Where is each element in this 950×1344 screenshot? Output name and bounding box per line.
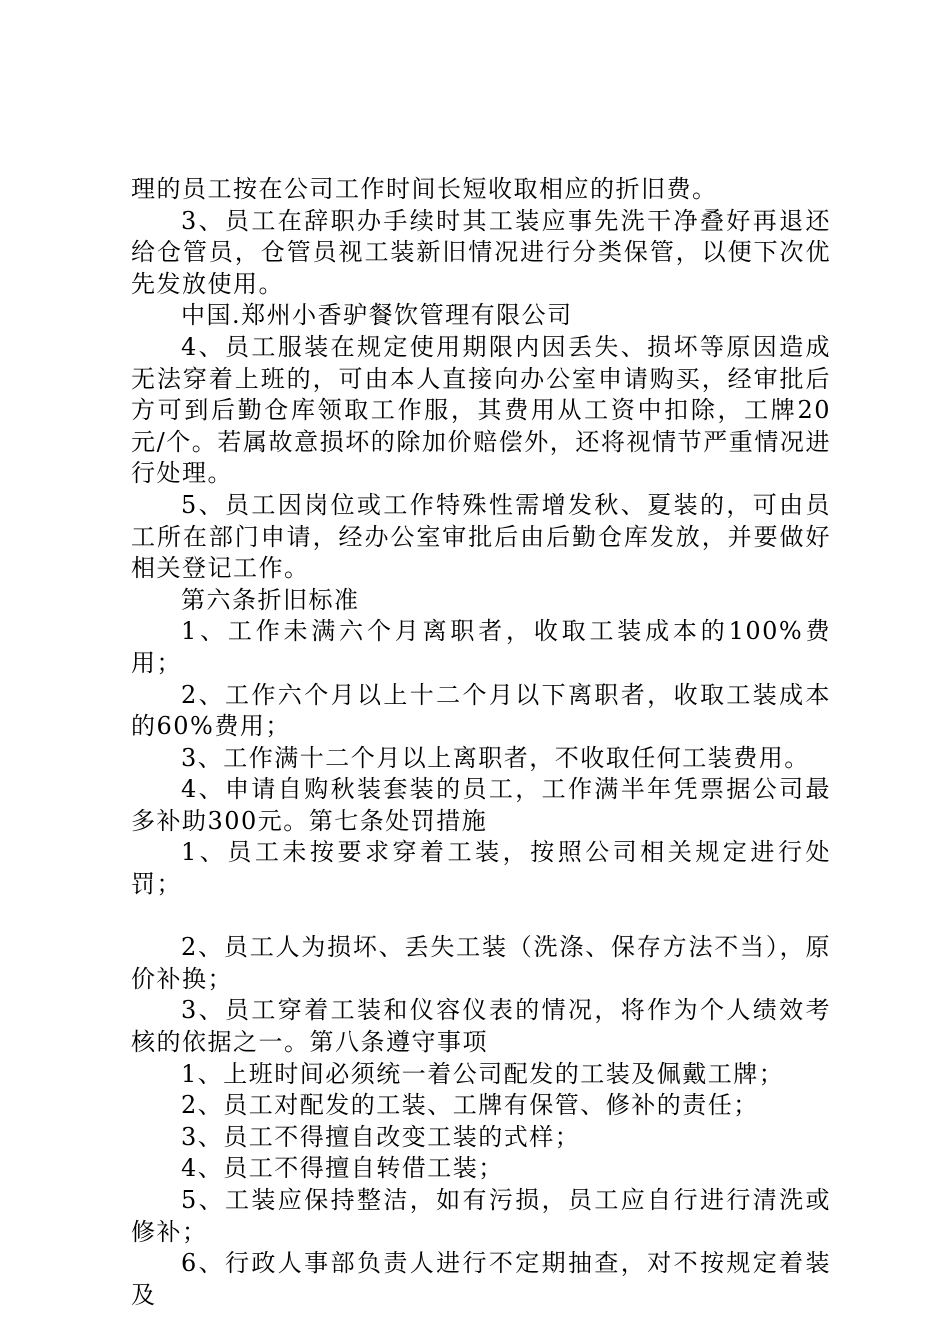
- paragraph-8: 2、工作六个月以上十二个月以下离职者，收取工装成本的60%费用；: [131, 680, 831, 741]
- paragraph-4: 4、员工服装在规定使用期限内因丢失、损坏等原因造成无法穿着上班的，可由本人直接向办公室申请购买，经审批后方可到后勤仓库领取工作服，其费用从工资中扣除，工牌20元/个。若属故意损坏的除加价赔偿外，还将视情节严重情况进行处理。: [131, 332, 831, 488]
- paragraph-13: 2、员工人为损坏、丢失工装（洗涤、保存方法不当），原价补换；: [131, 933, 831, 993]
- paragraph-14: 3、员工穿着工装和仪容仪表的情况，将作为个人绩效考核的依据之一。第八条遵守事项: [131, 996, 831, 1057]
- paragraph-10: 4、申请自购秋装套装的员工，工作满半年凭票据公司最多补助300元。第七条处罚措施: [131, 775, 831, 835]
- paragraph-5: 5、员工因岗位或工作特殊性需增发秋、夏装的，可由员工所在部门申请，经办公室审批后由后勤仓库发放，并要做好相关登记工作。: [131, 490, 831, 583]
- document-body: [131, 174, 831, 1311]
- paragraph-18: 4、员工不得擅自转借工装；: [181, 1154, 504, 1183]
- paragraph-19: 5、工装应保持整洁，如有污损，员工应自行进行清洗或修补；: [131, 1186, 831, 1246]
- blank-line: [131, 901, 831, 933]
- paragraph-16: 2、员工对配发的工装、工牌有保管、修补的责任；: [181, 1091, 759, 1120]
- paragraph-11: 1、员工未按要求穿着工装，按照公司相关规定进行处罚；: [131, 838, 831, 899]
- paragraph-17: 3、员工不得擅自改变工装的式样；: [181, 1122, 581, 1151]
- company-name-line: 中国.郑州小香驴餐饮管理有限公司: [181, 301, 573, 330]
- paragraph-1: 理的员工按在公司工作时间长短收取相应的折旧费。: [131, 175, 718, 203]
- paragraph-20: 6、行政人事部负责人进行不定期抽查，对不按规定着装及: [131, 1249, 831, 1309]
- paragraph-7: 1、工作未满六个月离职者，收取工装成本的100%费用；: [131, 617, 831, 677]
- paragraph-15: 1、上班时间必须统一着公司配发的工装及佩戴工牌；: [181, 1059, 785, 1088]
- section-heading-article-6: 第六条折旧标准: [181, 585, 360, 614]
- paragraph-9: 3、工作满十二个月以上离职者，不收取任何工装费用。: [181, 743, 810, 772]
- paragraph-2: 3、员工在辞职办手续时其工装应事先洗干净叠好再退还给仓管员，仓管员视工装新旧情况进行分类保管，以便下次优先发放使用。: [131, 206, 831, 298]
